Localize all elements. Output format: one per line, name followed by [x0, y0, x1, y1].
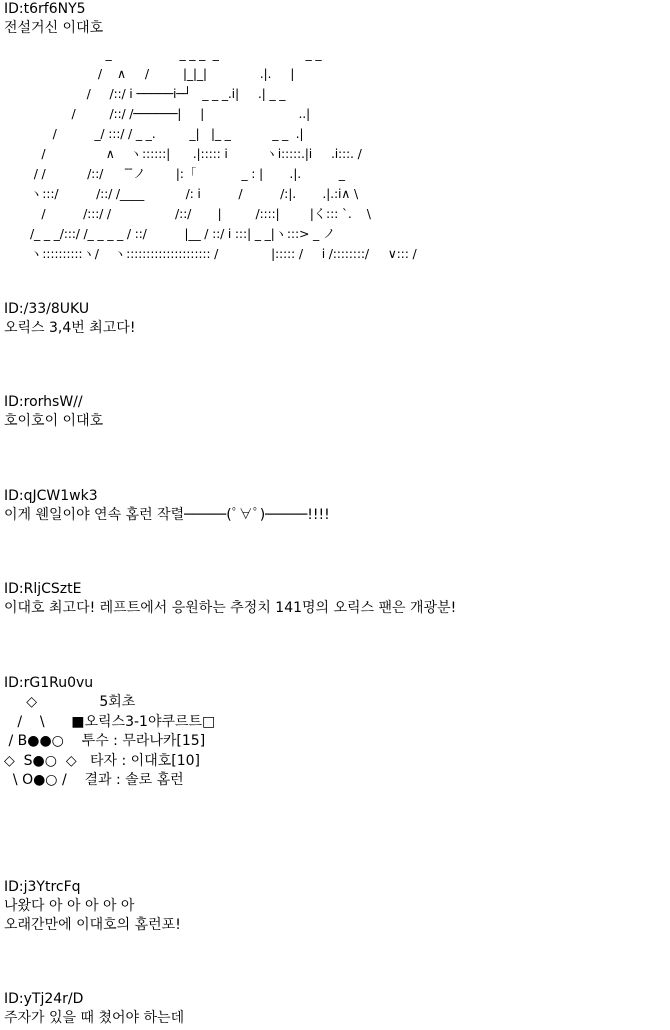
ascii-art-line: / _/ :::/ / _ _. _| |_ _ _ _ .|: [30, 126, 304, 141]
ascii-art-line: / ∧ / |_|_| .|. |: [30, 66, 295, 81]
post-text: 오래간만에 이대호의 홈런포!: [4, 917, 181, 933]
post-t6rf6NY5: [4, 0, 103, 38]
post-33-8UKU: [4, 300, 135, 338]
ascii-art-line: ヽ:::/ /::/ /____ /: i / /:|. .|.:i∧ \: [30, 186, 358, 201]
post-text: 오릭스 3,4번 최고다!: [4, 320, 136, 336]
post-id: ID:RljCSztE: [4, 581, 82, 597]
post-id: ID:qJCW1wk3: [4, 488, 98, 504]
post-id: ID:rorhsW//: [4, 394, 83, 410]
baseball-scoreboard-diagram: [4, 693, 215, 791]
post-id: ID:/33/8UKU: [4, 301, 90, 317]
post-text: 전설거신 이대호: [4, 20, 104, 36]
ascii-art-line: / ∧ ヽ::::::| .|::::: i ヽi:::::.|i .i:::. /: [30, 146, 362, 161]
diagram-line: ◇ 5회초: [4, 694, 136, 710]
diagram-line: / B●●○ 투수 : 무라나카[15]: [4, 733, 206, 749]
post-yTj24r-D: [4, 990, 184, 1028]
ascii-art-line: _ _ _ _ _ _ _: [30, 46, 322, 61]
post-rorhsW: [4, 393, 103, 431]
diagram-line: ◇ S●○ ◇ 타자 : 이대호[10]: [4, 752, 200, 769]
ascii-art: [30, 44, 417, 264]
ascii-art-line: / /::/ /──────| | ..|: [30, 106, 311, 121]
ascii-art-line: / / /::/ ̄ ̄ノ |:「 _ : | .|. _: [30, 166, 345, 181]
post-qJCW1wk3: [4, 487, 330, 525]
ascii-art-line: / /:::/ / /::/ | /::::| |く::: `. \: [30, 206, 371, 221]
ascii-art-line: /_ _ _/:::/ /_ _ _ _ / ::/ |__ / ::/ i :::| _ _|ヽ:::> _ ノ: [30, 226, 336, 241]
diagram-line: \ O●○ / 결과 : 솔로 홈런: [4, 772, 184, 788]
post-text: 이게 웬일이야 연속 홈런 작렬─────(ﾟ∀ﾟ)─────!!!!: [4, 507, 330, 523]
post-id: ID:yTj24r/D: [4, 991, 84, 1007]
post-rG1Ru0vu: [4, 674, 93, 693]
diagram-line: / \ ■오릭스3-1야쿠르트□: [4, 713, 216, 730]
ascii-art-line: / /::/ i ─────i─┘ _ _ _.i| .| _ _: [30, 86, 286, 101]
post-RljCSztE: [4, 580, 456, 618]
post-id: ID:j3YtrcFq: [4, 879, 81, 895]
post-j3YtrcFq: [4, 878, 181, 935]
post-text: 나왔다 아 아 아 아 아: [4, 898, 135, 914]
ascii-art-line: ヽ::::::::::ヽ/ ヽ::::::::::::::::::::: / |::::: / i /::::::::/ ∨::: /: [30, 246, 417, 261]
post-id: ID:t6rf6NY5: [4, 1, 86, 17]
post-id: ID:rG1Ru0vu: [4, 675, 94, 691]
post-text: 호이호이 이대호: [4, 413, 104, 429]
post-text: 주자가 있을 때 쳤어야 하는데: [4, 1010, 185, 1026]
post-text: 이대호 최고다! 레프트에서 응원하는 추정치 141명의 오릭스 팬은 개광분!: [4, 600, 457, 616]
